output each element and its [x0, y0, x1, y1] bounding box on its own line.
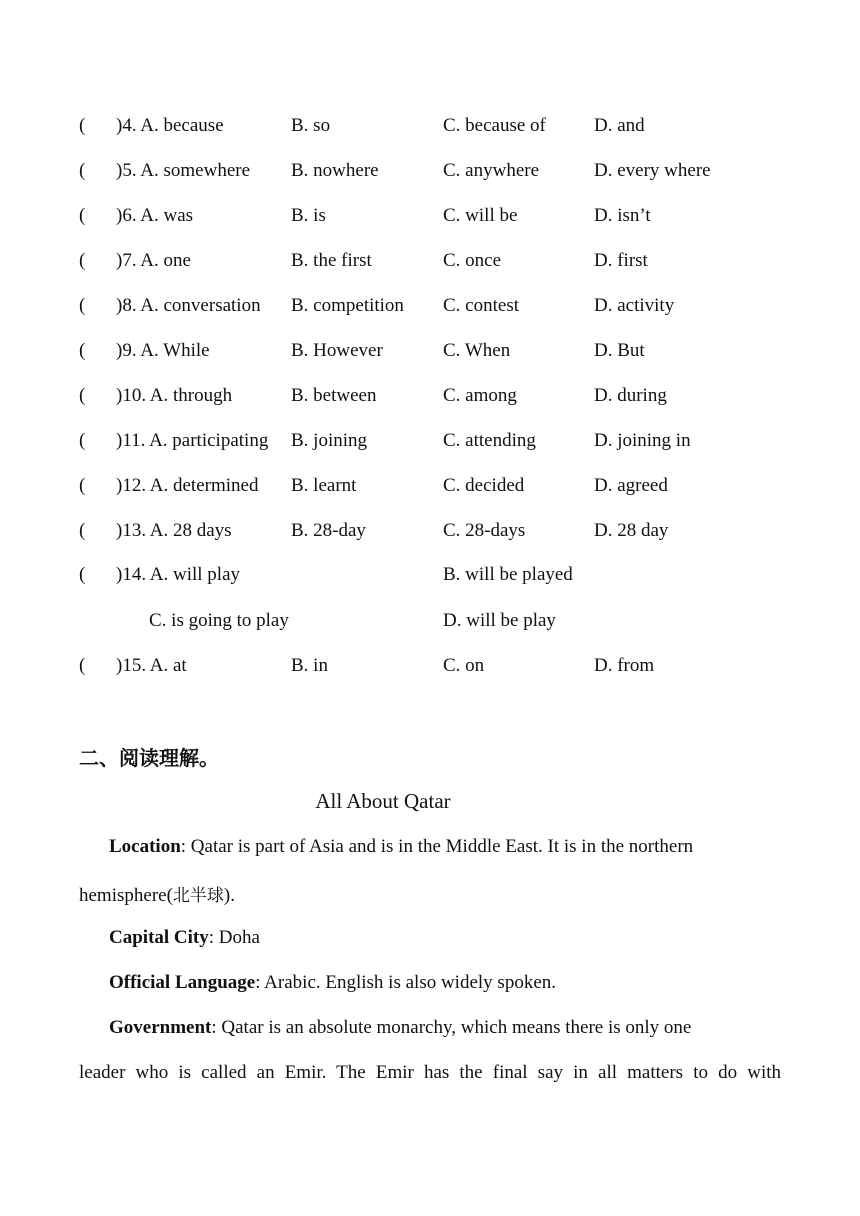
answer-blank: (	[79, 340, 86, 361]
question-row	[0, 295, 860, 325]
option-d: D. isn’t	[594, 205, 651, 226]
answer-blank: (	[79, 564, 86, 585]
option-b: B. However	[291, 340, 383, 361]
answer-blank: (	[79, 520, 86, 541]
government-paragraph-cont	[79, 1062, 781, 1084]
option-b: B. nowhere	[291, 160, 379, 181]
government-text-cont: leader who is called an Emir. The Emir has the final say in all matters to do with	[79, 1062, 781, 1083]
government-paragraph	[109, 1017, 781, 1039]
answer-blank: (	[79, 205, 86, 226]
option-c: C. because of	[443, 115, 546, 136]
location-text-end: ).	[223, 885, 235, 906]
option-b: B. is	[291, 205, 326, 226]
option-a: )4. A. because	[116, 115, 224, 136]
option-c: C. on	[443, 655, 485, 676]
question-row	[0, 430, 860, 460]
location-paragraph	[109, 836, 781, 858]
answer-blank: (	[79, 430, 86, 451]
location-cjk: 北半球	[172, 886, 224, 906]
government-text: : Qatar is an absolute monarchy, which means there is only one	[211, 1017, 692, 1038]
option-c: C. once	[443, 250, 502, 271]
option-c: C. 28-days	[443, 520, 526, 541]
option-a: )15. A. at	[116, 655, 187, 676]
option-b: B. will be played	[443, 564, 573, 585]
question-row	[0, 250, 860, 280]
answer-blank: (	[79, 115, 86, 136]
option-b: B. joining	[291, 430, 368, 451]
option-d: D. and	[594, 115, 645, 136]
option-c: C. anywhere	[443, 160, 540, 181]
option-c: C. decided	[443, 475, 525, 496]
option-d: D. activity	[594, 295, 675, 316]
option-a: )5. A. somewhere	[116, 160, 251, 181]
capital-text: : Doha	[208, 927, 260, 948]
location-text-cont: hemisphere(	[79, 885, 173, 906]
question-row	[0, 564, 860, 594]
option-a: )8. A. conversation	[116, 295, 261, 316]
answer-blank: (	[79, 250, 86, 271]
option-b: B. so	[291, 115, 331, 136]
government-label: Government	[109, 1017, 212, 1038]
language-label: Official Language	[109, 972, 256, 993]
option-d: D. agreed	[594, 475, 668, 496]
capital-paragraph	[109, 927, 781, 949]
language-text: : Arabic. English is also widely spoken.	[255, 972, 557, 993]
question-row	[0, 205, 860, 235]
passage-title: All About Qatar	[315, 789, 451, 813]
option-d: D. joining in	[594, 430, 691, 451]
question-row	[0, 160, 860, 190]
option-d: D. will be play	[443, 610, 556, 631]
location-text: : Qatar is part of Asia and is in the Middle East. It is in the northern	[180, 836, 694, 857]
answer-blank: (	[79, 295, 86, 316]
question-row	[0, 520, 860, 550]
option-c: C. contest	[443, 295, 519, 316]
language-paragraph	[109, 972, 781, 994]
option-d: D. during	[594, 385, 667, 406]
option-d: D. first	[594, 250, 648, 271]
option-c: C. will be	[443, 205, 518, 226]
question-row	[0, 385, 860, 415]
option-d: D. But	[594, 340, 645, 361]
option-c: C. When	[443, 340, 511, 361]
option-b: B. between	[291, 385, 377, 406]
question-row	[0, 475, 860, 505]
option-b: B. the first	[291, 250, 372, 271]
option-d: D. 28 day	[594, 520, 669, 541]
option-c: C. among	[443, 385, 517, 406]
section-heading: 二、阅读理解。	[79, 746, 219, 770]
answer-blank: (	[79, 475, 86, 496]
option-a: )13. A. 28 days	[116, 520, 232, 541]
answer-blank: (	[79, 655, 86, 676]
option-d: D. from	[594, 655, 655, 676]
option-b: B. 28-day	[291, 520, 366, 541]
location-paragraph-cont	[79, 881, 781, 907]
option-b: B. learnt	[291, 475, 357, 496]
option-a: )9. A. While	[116, 340, 210, 361]
option-b: B. competition	[291, 295, 404, 316]
option-a: )11. A. participating	[116, 430, 269, 451]
option-a: )7. A. one	[116, 250, 191, 271]
location-label: Location	[109, 836, 181, 857]
answer-blank: (	[79, 160, 86, 181]
question-row-continued	[0, 610, 860, 640]
question-row	[0, 115, 860, 145]
option-b: B. in	[291, 655, 328, 676]
question-row	[0, 340, 860, 370]
option-d: D. every where	[594, 160, 711, 181]
option-a: )10. A. through	[116, 385, 233, 406]
question-row	[0, 655, 860, 685]
option-c: C. is going to play	[149, 610, 289, 631]
capital-label: Capital City	[109, 927, 209, 948]
option-a: )12. A. determined	[116, 475, 259, 496]
option-a: )14. A. will play	[116, 564, 241, 585]
option-c: C. attending	[443, 430, 536, 451]
option-a: )6. A. was	[116, 205, 194, 226]
answer-blank: (	[79, 385, 86, 406]
